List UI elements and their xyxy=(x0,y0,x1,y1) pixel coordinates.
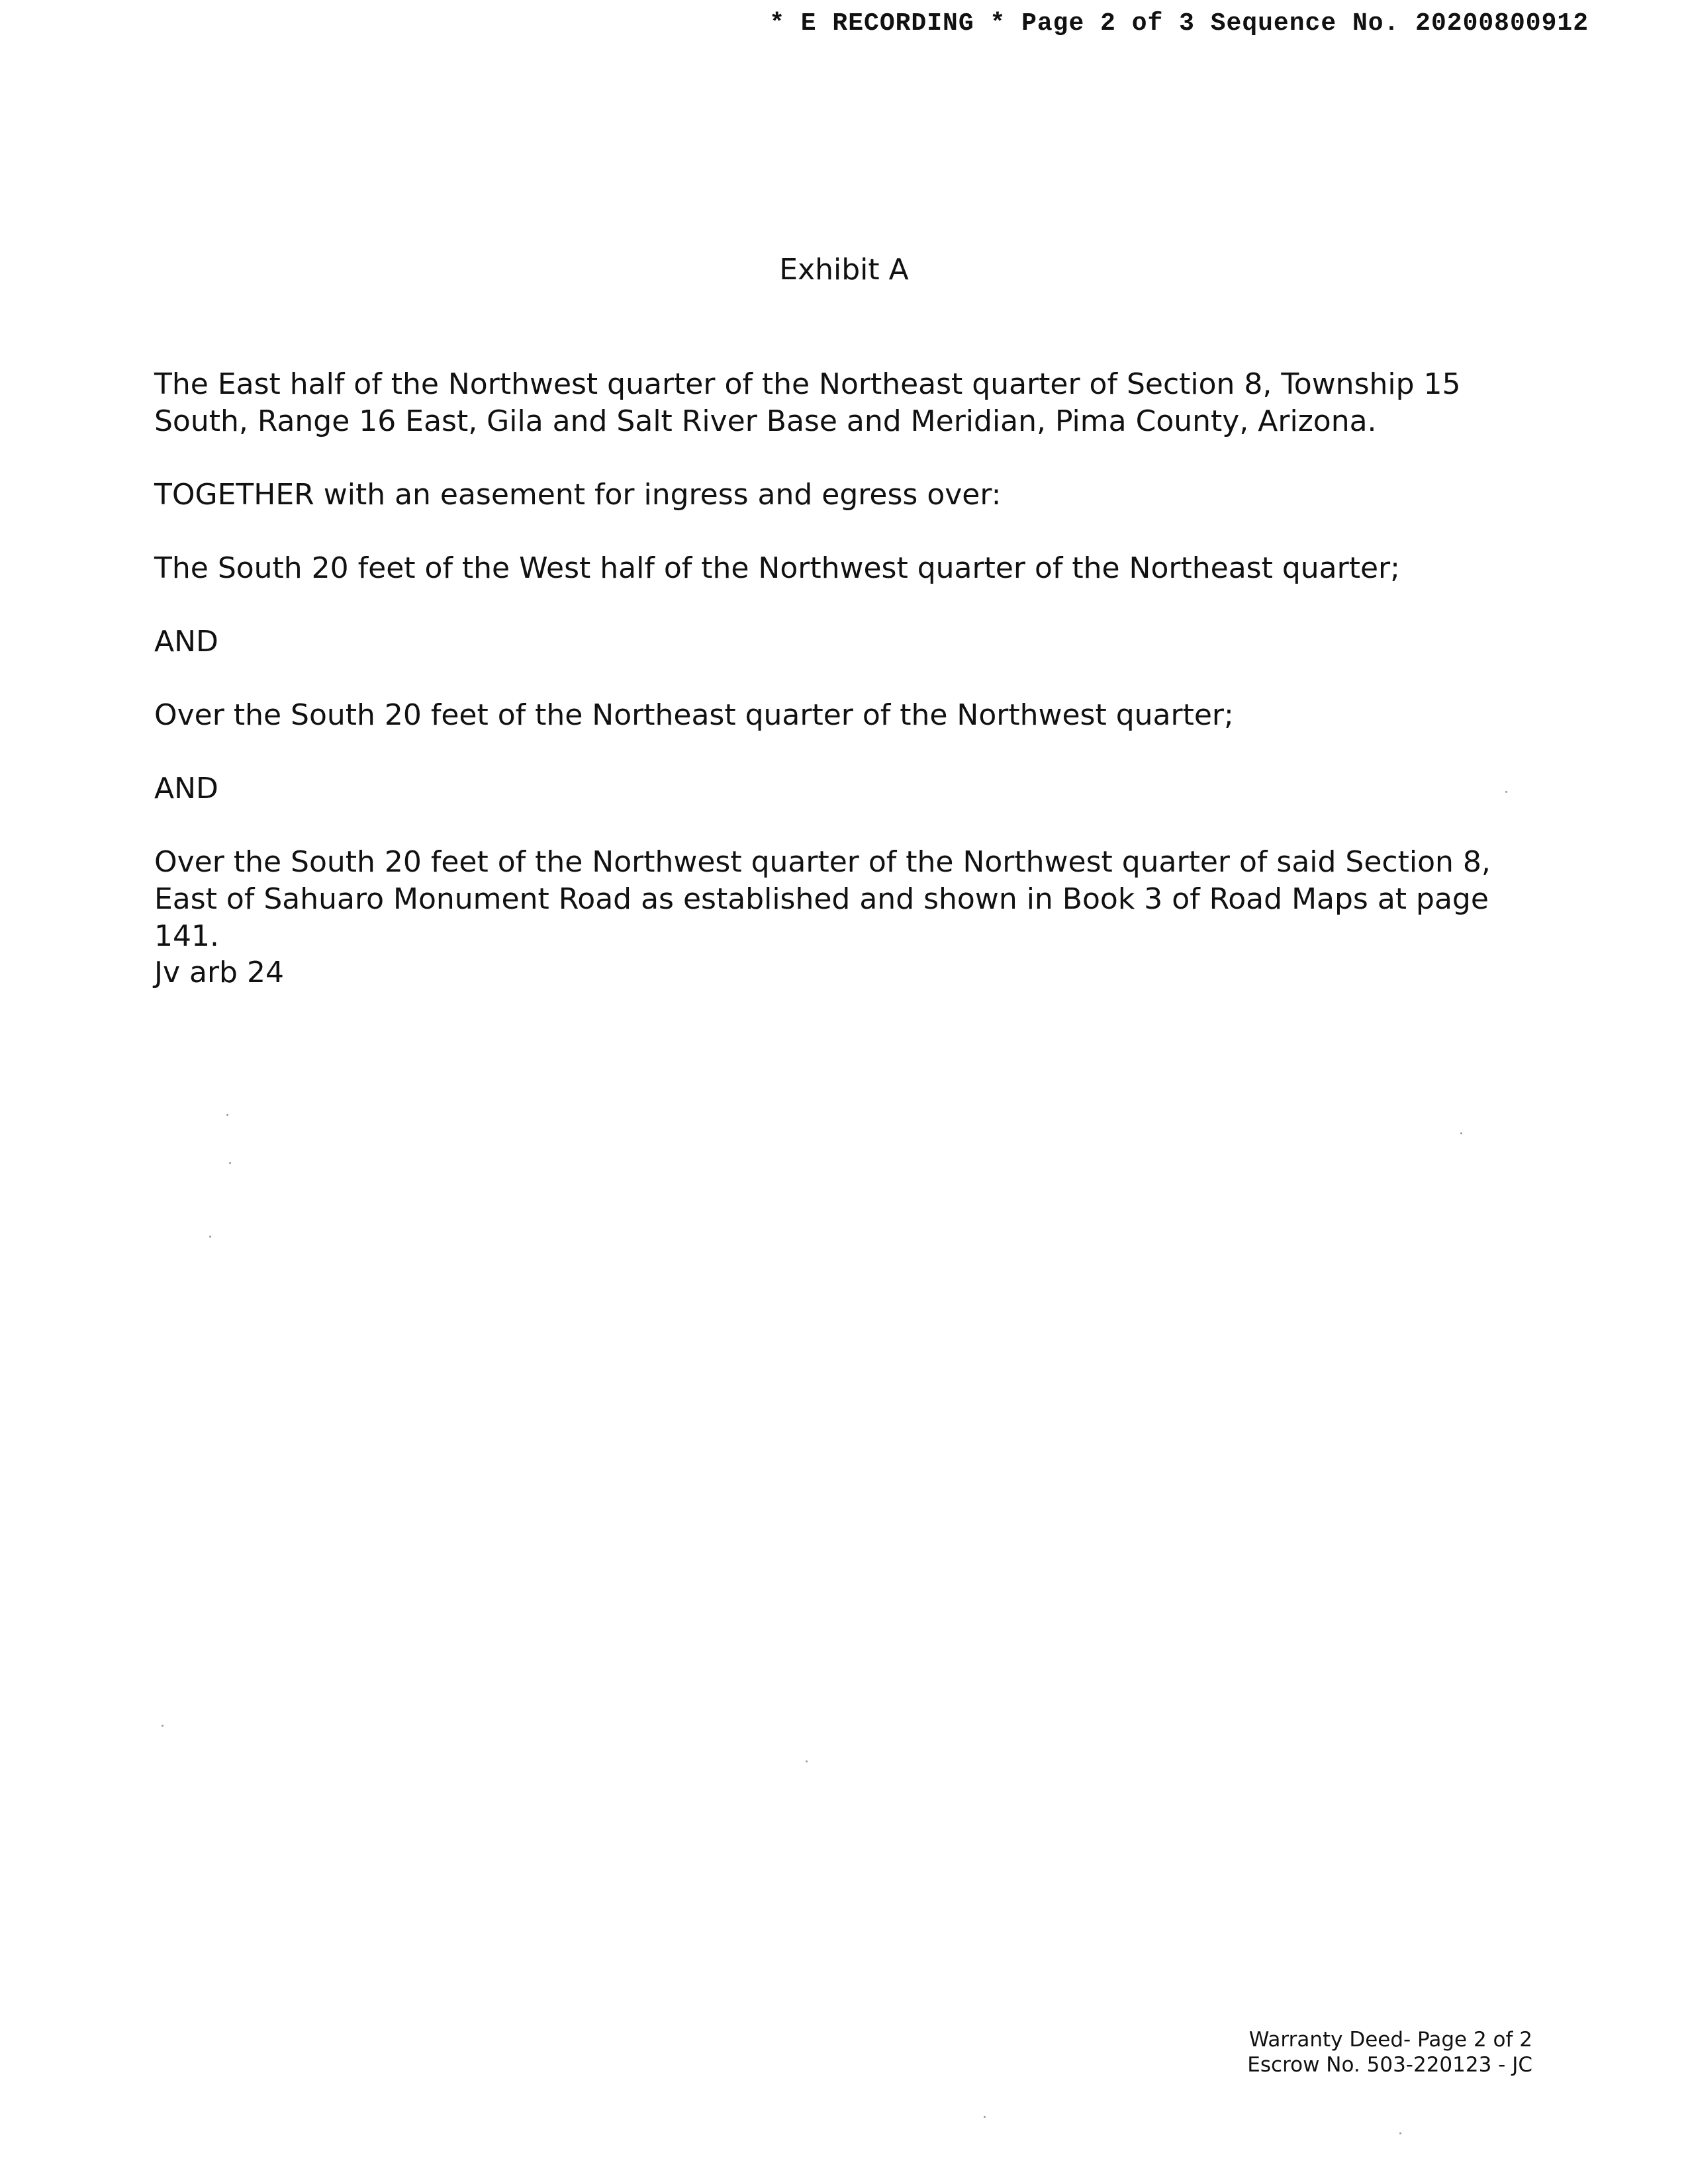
easement-clause-3 xyxy=(154,844,1538,955)
scan-speck xyxy=(1460,1132,1462,1134)
scan-speck xyxy=(1399,2132,1401,2134)
paragraph-text: Over the South 20 feet of the Northeast quarter of the Northwest quarter; xyxy=(154,698,1234,732)
paragraph-text: AND xyxy=(154,772,218,805)
paragraph-text: Jv arb 24 xyxy=(154,956,284,989)
page-footer xyxy=(1247,2027,1532,2077)
easement-clause-1 xyxy=(154,550,1538,587)
exhibit-title: Exhibit A xyxy=(779,253,909,287)
scan-speck xyxy=(1505,791,1507,793)
initials-note xyxy=(154,954,1538,991)
recording-header: * E RECORDING * Page 2 of 3 Sequence No. 20200800912 xyxy=(769,9,1589,38)
paragraph-text: TOGETHER with an easement for ingress and egress over: xyxy=(154,478,1002,512)
scan-speck xyxy=(984,2116,986,2118)
scan-speck xyxy=(226,1114,228,1116)
legal-description-paragraph xyxy=(154,366,1538,440)
paragraph-text: Over the South 20 feet of the Northwest quarter of the Northwest quarter of said Section 8, East of Sahuaro Monument Road as established and shown in Book 3 of Road Maps at page 141. xyxy=(154,845,1491,953)
scan-speck xyxy=(806,1760,808,1762)
paragraph-text: The South 20 feet of the West half of the Northwest quarter of the Northeast quarter; xyxy=(154,551,1400,585)
conjunction-and-2 xyxy=(154,770,1538,807)
scan-speck xyxy=(209,1236,211,1238)
conjunction-and-1 xyxy=(154,623,1538,660)
scan-speck xyxy=(162,1725,164,1727)
scan-speck xyxy=(229,1162,231,1164)
footer-document-page: Warranty Deed- Page 2 of 2 xyxy=(1248,2028,1532,2052)
footer-escrow-number: Escrow No. 503-220123 - JC xyxy=(1247,2053,1532,2077)
paragraph-text: AND xyxy=(154,625,218,659)
paragraph-text: The East half of the Northwest quarter of the Northeast quarter of Section 8, Township 15 South, Range 16 East, Gila and Salt River Base and Meridian, Pima County, Arizona. xyxy=(154,367,1461,438)
easement-intro-paragraph xyxy=(154,477,1538,514)
easement-clause-2 xyxy=(154,697,1538,734)
